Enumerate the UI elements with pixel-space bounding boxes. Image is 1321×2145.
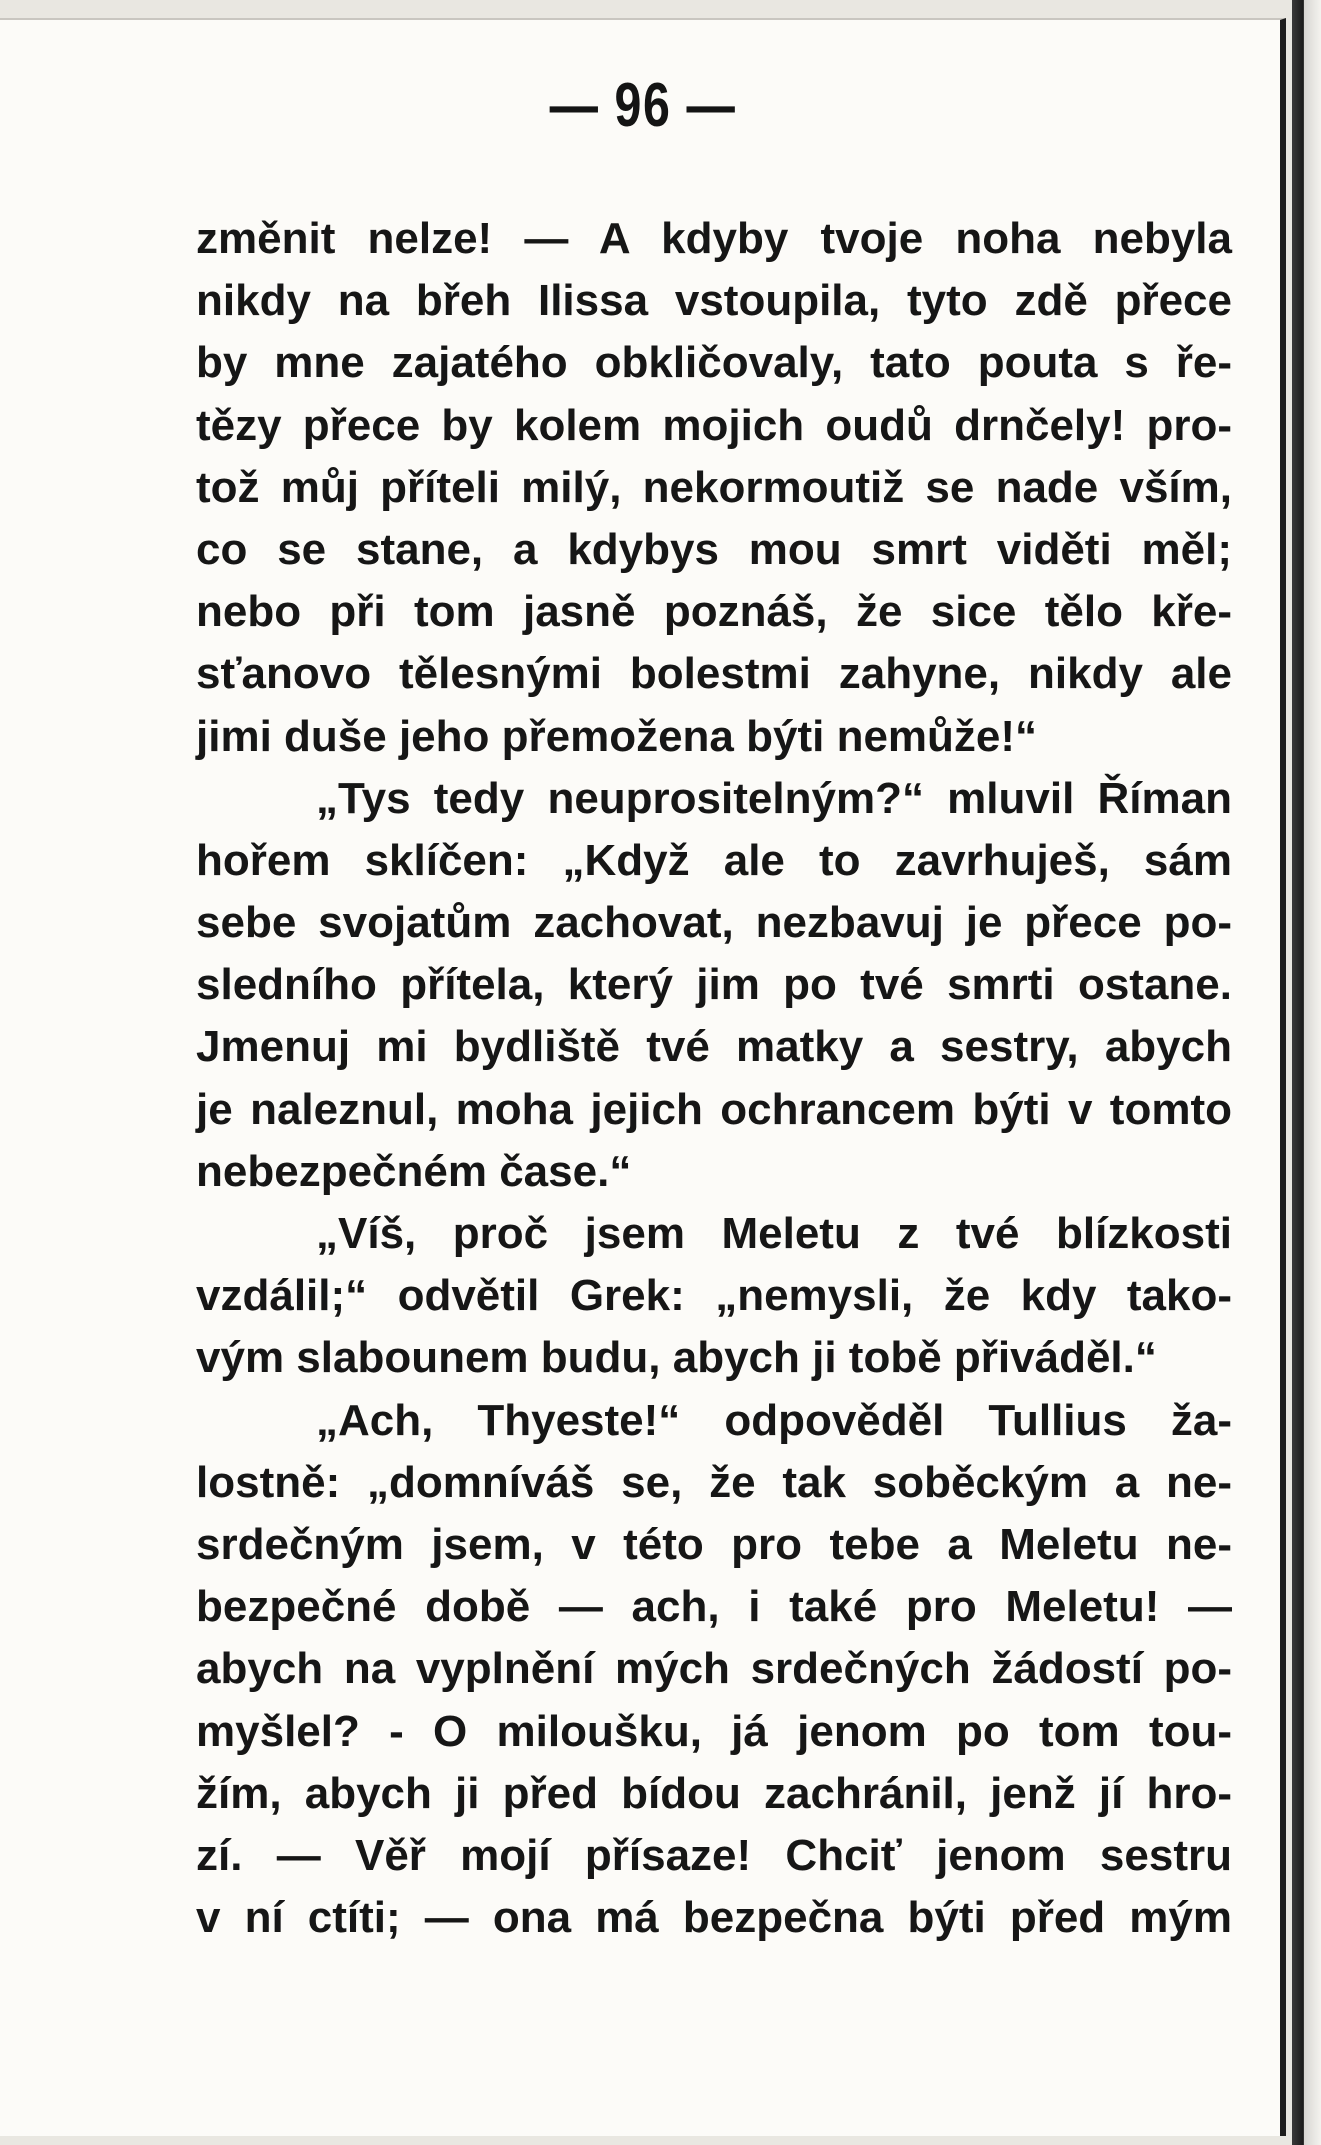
text-line: co se stane, a kdybys mou smrt viděti měl; xyxy=(196,524,1232,574)
text-line: „Víš, proč jsem Meletu z tvé blízkosti xyxy=(316,1209,1232,1258)
text-line: by mne zajatého obkličovaly, tato pouta s ře- xyxy=(196,338,1232,388)
text-line: žím, abych ji před bídou zachránil, jenž jí hro- xyxy=(196,1768,1232,1818)
text-line: bezpečné době — ach, i také pro Meletu! — xyxy=(196,1582,1232,1632)
text-line: zí. — Věř mojí přísaze! Chciť jenom sestru xyxy=(196,1830,1232,1880)
text-line: v ní ctíti; — ona má bezpečna býti před mým xyxy=(196,1893,1232,1943)
text-line: abych na vyplnění mých srdečných žádostí po- xyxy=(196,1644,1232,1694)
book-page xyxy=(0,18,1286,2136)
page-number: — 96 — xyxy=(549,71,737,140)
text-line: změnit nelze! — A kdyby tvoje noha nebyla xyxy=(196,214,1232,263)
text-line: Jmenuj mi bydliště tvé matky a sestry, abych xyxy=(196,1022,1232,1072)
text-line: „Ach, Thyeste!“ odpověděl Tullius ža- xyxy=(316,1395,1232,1445)
text-line: myšlel? - O miloušku, já jenom po tom tou- xyxy=(196,1706,1232,1756)
text-line: hořem sklíčen: „Když ale to zavrhuješ, sám xyxy=(196,835,1232,885)
scan-edge xyxy=(1292,0,1321,2145)
text-line: jimi duše jeho přemožena býti nemůže!“ xyxy=(196,711,1038,761)
text-line: nebo při tom jasně poznáš, že sice tělo kře- xyxy=(196,587,1232,637)
text-line: nebezpečném čase.“ xyxy=(196,1146,632,1196)
text-line: srdečným jsem, v této pro tebe a Meletu ne- xyxy=(196,1519,1232,1569)
text-line: sebe svojatům zachovat, nezbavuj je přece po- xyxy=(196,898,1232,948)
text-line: tězy přece by kolem mojich oudů drnčely! pro- xyxy=(196,400,1232,450)
text-line: „Tys tedy neuprositelným?“ mluvil Říman xyxy=(316,773,1232,823)
text-line: vzdálil;“ odvětil Grek: „nemysli, že kdy tako- xyxy=(196,1271,1232,1321)
text-line: nikdy na břeh Ilissa vstoupila, tyto zdě přece xyxy=(196,276,1232,326)
body-text xyxy=(196,208,1232,1949)
text-line: vým slabounem budu, abych ji tobě přiváděl.“ xyxy=(196,1333,1157,1383)
text-line: je naleznul, moha jejich ochrancem býti v tomto xyxy=(196,1084,1232,1134)
text-line: sťanovo tělesnými bolestmi zahyne, nikdy ale xyxy=(196,649,1232,699)
text-line: lostně: „domníváš se, že tak soběckým a ne- xyxy=(196,1457,1232,1507)
text-line: tož můj příteli milý, nekormoutiž se nade vším, xyxy=(196,462,1232,512)
text-line: sledního přítela, který jim po tvé smrti ostane. xyxy=(196,960,1232,1010)
